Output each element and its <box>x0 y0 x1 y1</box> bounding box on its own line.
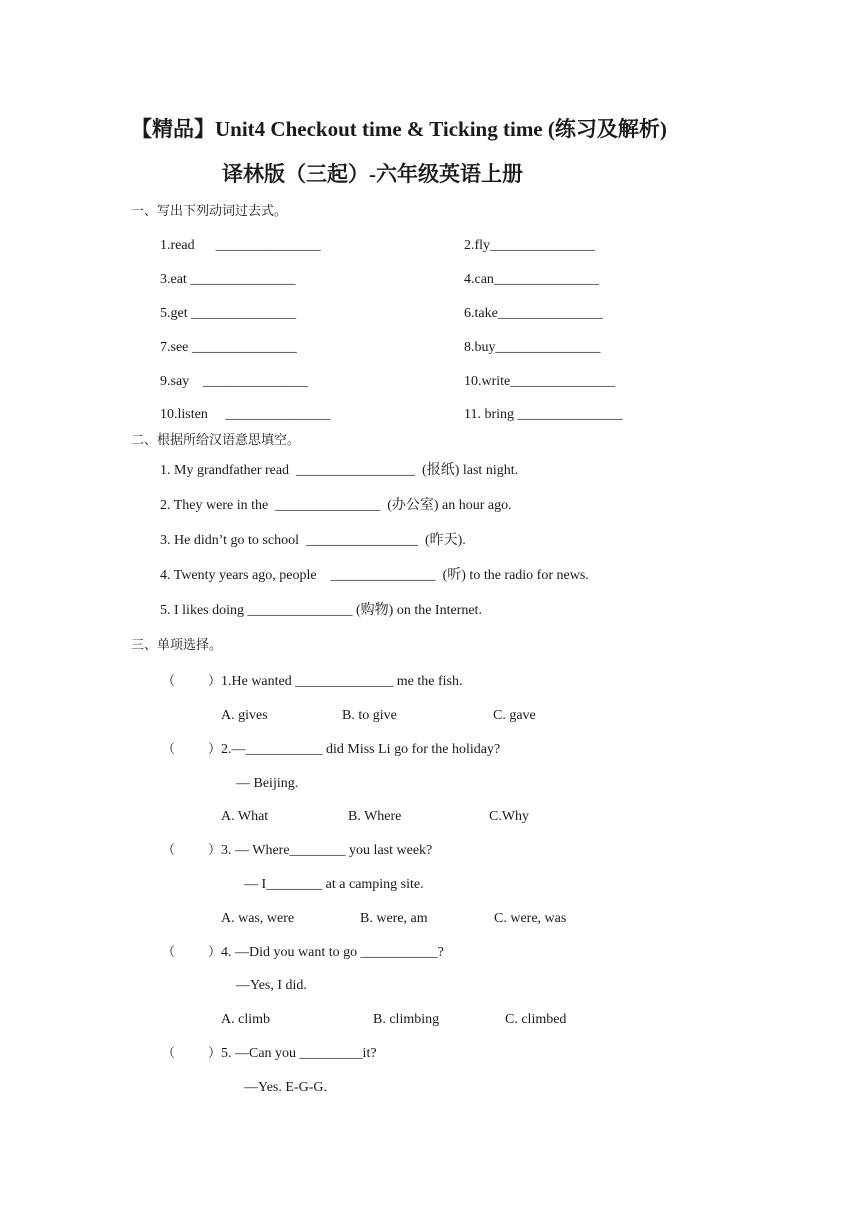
q2-reply: — Beijing. <box>236 776 299 791</box>
s2-item-5: 5. I likes doing _______________ (购物) on the Internet. <box>160 603 482 618</box>
s1-item-11: 10.listen _______________ <box>160 407 331 422</box>
q1-stem: 1.He wanted ______________ me the fish. <box>221 674 463 689</box>
document-subtitle: 译林版（三起）-六年级英语上册 <box>222 162 523 186</box>
q2-option-b: B. Where <box>348 809 402 824</box>
q4-option-b: B. climbing <box>373 1012 440 1027</box>
q4-option-a: A. climb <box>221 1012 270 1027</box>
q3-answer-paren: （ ） <box>162 843 222 858</box>
section2-heading: 二、根据所给汉语意思填空。 <box>131 433 301 448</box>
q5-reply: —Yes. E-G-G. <box>244 1080 327 1095</box>
q4-option-c: C. climbed <box>505 1012 567 1027</box>
s1-item-1: 1.read _______________ <box>160 238 321 253</box>
q1-option-c: C. gave <box>493 708 536 723</box>
q4-answer-paren: （ ） <box>162 945 222 960</box>
q5-stem: 5. —Can you _________it? <box>221 1046 377 1061</box>
q2-option-c: C.Why <box>489 809 530 824</box>
q3-option-c: C. were, was <box>494 911 567 926</box>
s2-item-2: 2. They were in the _______________ (办公室) an hour ago. <box>160 498 512 513</box>
q1-option-a: A. gives <box>221 708 268 723</box>
s2-item-4: 4. Twenty years ago, people _______________ (听) to the radio for news. <box>160 568 589 583</box>
s2-item-3: 3. He didn’t go to school ________________ (昨天). <box>160 533 466 548</box>
section1-heading: 一、写出下列动词过去式。 <box>131 204 288 219</box>
s1-item-10: 10.write_______________ <box>464 374 616 389</box>
s1-item-6: 6.take_______________ <box>464 306 603 321</box>
s1-item-7: 7.see _______________ <box>160 340 297 355</box>
q2-answer-paren: （ ） <box>162 742 222 757</box>
q3-stem: 3. — Where________ you last week? <box>221 843 433 858</box>
s1-item-2: 2.fly_______________ <box>464 238 596 253</box>
s1-item-5: 5.get _______________ <box>160 306 297 321</box>
q2-stem: 2.—___________ did Miss Li go for the holiday? <box>221 742 501 757</box>
q4-stem: 4. —Did you want to go ___________? <box>221 945 444 960</box>
q1-answer-paren: （ ） <box>162 674 222 689</box>
s2-item-1: 1. My grandfather read _________________ (报纸) last night. <box>160 463 519 478</box>
s1-item-4: 4.can_______________ <box>464 272 599 287</box>
q3-option-b: B. were, am <box>360 911 428 926</box>
s1-item-8: 8.buy_______________ <box>464 340 601 355</box>
s1-item-3: 3.eat _______________ <box>160 272 296 287</box>
document-title: 【精品】Unit4 Checkout time & Ticking time (练习及解析) <box>131 117 667 141</box>
s1-item-12: 11. bring _______________ <box>464 407 623 422</box>
s1-item-9: 9.say _______________ <box>160 374 309 389</box>
q2-option-a: A. What <box>221 809 269 824</box>
q3-option-a: A. was, were <box>221 911 295 926</box>
q4-reply: —Yes, I did. <box>236 978 307 993</box>
q1-option-b: B. to give <box>342 708 397 723</box>
q3-reply: — I________ at a camping site. <box>244 877 424 892</box>
q5-answer-paren: （ ） <box>162 1046 222 1061</box>
section3-heading: 三、单项选择。 <box>131 638 223 653</box>
